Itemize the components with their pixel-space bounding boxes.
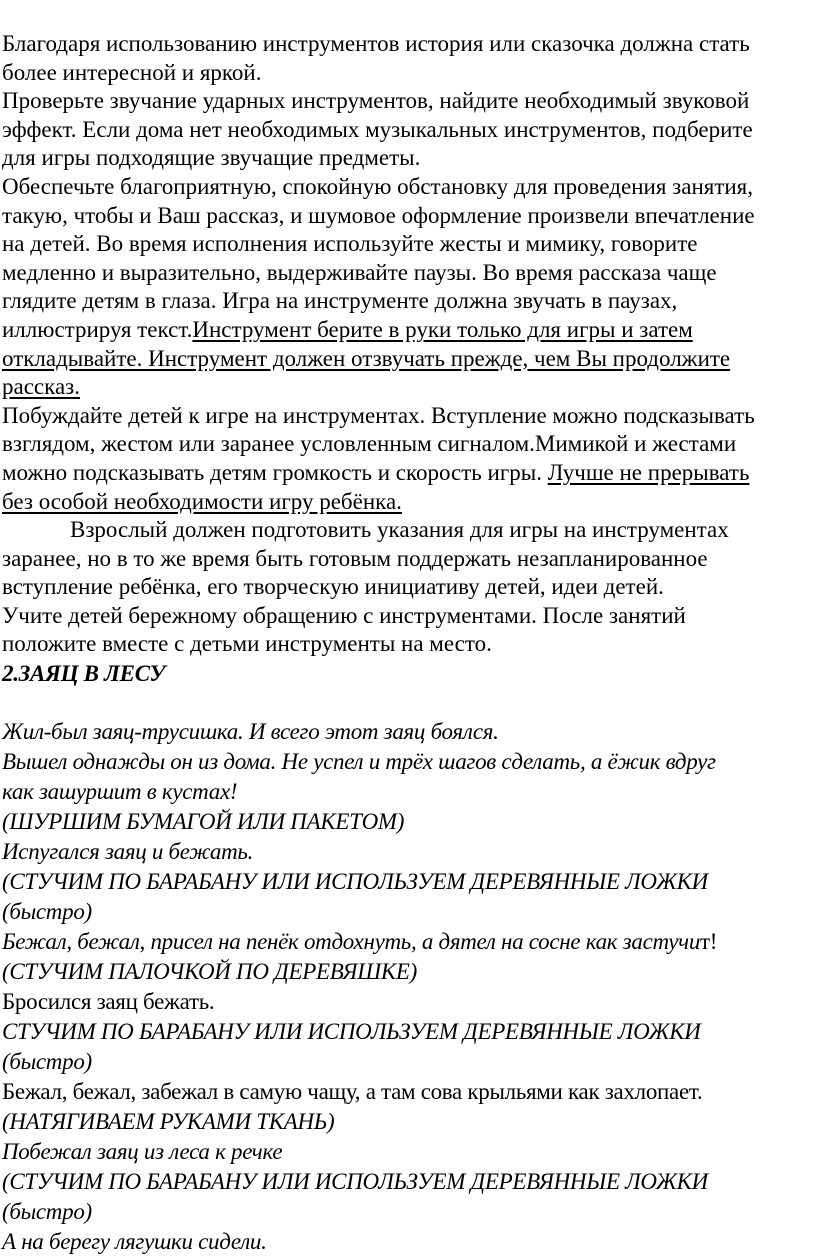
underlined-text: Инструмент берите в руки только для игры и затем xyxy=(192,316,693,342)
sound-instruction: (СТУЧИМ ПАЛОЧКОЙ ПО ДЕРЕВЯШКЕ) xyxy=(2,959,417,985)
text-line: положите вместе с детьми инструменты на место. xyxy=(2,631,492,657)
story-line: Испугался заяц и бежать. xyxy=(2,839,254,865)
intro-section xyxy=(2,30,816,659)
sound-instruction: (быстро) xyxy=(2,899,92,925)
text-line: вступление ребёнка, его творческую инициативу детей, идеи детей. xyxy=(2,574,664,600)
story-line: Жил-был заяц-трусишка. И всего этот заяц боялся. xyxy=(2,719,499,745)
story-title: 2.ЗАЯЦ В ЛЕСУ xyxy=(2,661,166,687)
text-line: более интересной и яркой. xyxy=(2,59,262,85)
sound-instruction: СТУЧИМ ПО БАРАБАНУ ИЛИ ИСПОЛЬЗУЕМ ДЕРЕВЯННЫЕ ЛОЖКИ xyxy=(2,1019,701,1045)
text-line: глядите детям в глаза. Игра на инструменте должна звучать в паузах, xyxy=(2,288,678,314)
text-line: такую, чтобы и Ваш рассказ, и шумовое оформление произвели впечатление xyxy=(2,202,755,228)
story-line: Вышел однажды он из дома. Не успел и трёх шагов сделать, а ёжик вдруг xyxy=(2,749,716,775)
text-line: Проверьте звучание ударных инструментов, найдите необходимый звуковой xyxy=(2,88,750,114)
text-segment: Бежал, бежал, присел на пенёк отдохнуть, а дятел на сосне как застучи xyxy=(2,929,701,955)
text-line: заранее, но в то же время быть готовым поддержать незапланированное xyxy=(2,545,708,571)
text-segment: иллюстрируя текст. xyxy=(2,316,193,342)
text-line: Благодаря использованию инструментов история или сказочка должна стать xyxy=(2,31,750,56)
text-line: Обеспечьте благоприятную, спокойную обстановку для проведения занятия, xyxy=(2,173,754,199)
underlined-text: Лучше не прерывать xyxy=(547,459,750,485)
story-line: Бросился заяц бежать. xyxy=(2,989,215,1015)
sound-instruction: (быстро) xyxy=(2,1049,92,1075)
story-line: как зашуршит в кустах! xyxy=(2,779,238,805)
text-segment: можно подсказывать детям громкость и скорость игры. xyxy=(2,459,548,485)
story-line xyxy=(2,927,816,957)
sound-instruction: (НАТЯГИВАЕМ РУКАМИ ТКАНЬ) xyxy=(2,1109,335,1135)
sound-instruction: (СТУЧИМ ПО БАРАБАНУ ИЛИ ИСПОЛЬЗУЕМ ДЕРЕВЯННЫЕ ЛОЖКИ xyxy=(2,1169,708,1195)
text-line xyxy=(2,316,816,345)
underlined-text: откладывайте. Инструмент должен отзвучать прежде, чем Вы продолжите xyxy=(2,345,731,371)
story-line: А на берегу лягушки сидели. xyxy=(2,1229,267,1255)
underlined-text: без особой необходимости игру ребёнка. xyxy=(2,488,402,514)
text-line: для игры подходящие звучащие предметы. xyxy=(2,145,421,171)
sound-instruction: (быстро) xyxy=(2,1199,92,1225)
story-line: Побежал заяц из леса к речке xyxy=(2,1139,283,1165)
text-line: взглядом, жестом или заранее условленным сигналом.Мимикой и жестами xyxy=(2,431,737,457)
text-line: эффект. Если дома нет необходимых музыкальных инструментов, подберите xyxy=(2,116,753,142)
underlined-text: рассказ. xyxy=(2,374,80,400)
text-segment: т! xyxy=(700,929,718,955)
text-line: Учите детей бережному обращению с инструментами. После занятий xyxy=(2,602,686,628)
story-line: Бежал, бежал, забежал в самую чащу, а там сова крыльями как захлопает. xyxy=(2,1079,703,1105)
text-line xyxy=(2,459,816,488)
story-section xyxy=(2,659,816,1257)
text-line: Побуждайте детей к игре на инструментах. Вступление можно подсказывать xyxy=(2,402,755,428)
text-line: Взрослый должен подготовить указания для игры на инструментах xyxy=(70,517,729,543)
sound-instruction: (ШУРШИМ БУМАГОЙ ИЛИ ПАКЕТОМ) xyxy=(2,809,405,835)
text-line: на детей. Во время исполнения используйте жесты и мимику, говорите xyxy=(2,231,698,257)
sound-instruction: (СТУЧИМ ПО БАРАБАНУ ИЛИ ИСПОЛЬЗУЕМ ДЕРЕВЯННЫЕ ЛОЖКИ xyxy=(2,869,708,895)
text-line: медленно и выразительно, выдерживайте паузы. Во время рассказа чаще xyxy=(2,259,717,285)
